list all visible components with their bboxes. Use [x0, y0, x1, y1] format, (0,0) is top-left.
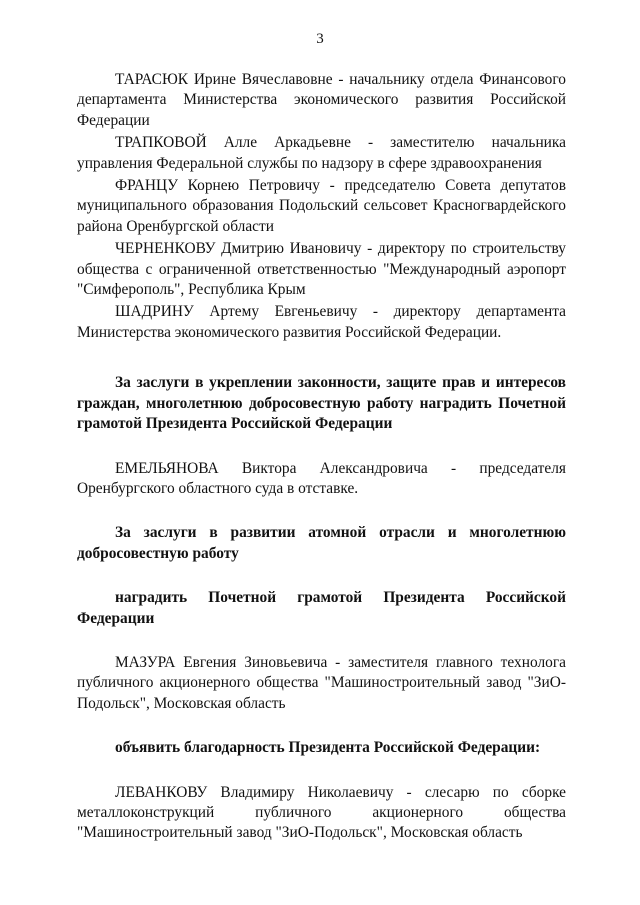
entry-frantsu: ФРАНЦУ Корнею Петровичу - председателю Совета депутатов муниципального образования Подольский сельсовет Красногвардейского района Оренбургской области	[77, 177, 566, 235]
entry-levankovu: ЛЕВАНКОВУ Владимиру Николаевичу - слесарю по сборке металлоконструкций публичного акционерного общества "Машиностроительный завод "ЗиО-Подольск", Московская область	[77, 783, 566, 842]
heading-legality-award: За заслуги в укреплении законности, защите прав и интересов граждан, многолетнюю добросовестную работу наградить Почетной грамотой Президента Российской Федерации	[77, 374, 566, 433]
heading-atomic-industry: За заслуги в развитии атомной отрасли и многолетнюю добросовестную работу	[77, 524, 566, 562]
entry-tarasyuk: ТАРАСЮК Ирине Вячеславовне - начальнику отдела Финансового департамента Министерства экономического развития Российской Федерации	[77, 71, 566, 129]
heading-gratitude: объявить благодарность Президента Российской Федерации:	[115, 739, 541, 757]
entry-emelyanova: ЕМЕЛЬЯНОВА Виктора Александровича - председателя Оренбургского областного суда в отставке.	[77, 459, 566, 497]
entry-shadrinu: ШАДРИНУ Артему Евгеньевичу - директору департамента Министерства экономического развития Российской Федерации.	[77, 303, 566, 341]
page-number: 3	[316, 31, 324, 47]
entry-trapkova: ТРАПКОВОЙ Алле Аркадьевне - заместителю начальника управления Федеральной службы по надзору в сфере здравоохранения	[77, 134, 566, 172]
entry-mazura: МАЗУРА Евгения Зиновьевича - заместителя главного технолога публичного акционерного общества "Машиностроительный завод "ЗиО-Подольск", Московская область	[77, 653, 566, 712]
heading-certificate-award: наградить Почетной грамотой Президента Российской Федерации	[77, 589, 566, 627]
document-body	[77, 70, 566, 844]
entry-chernenkovu: ЧЕРНЕНКОВУ Дмитрию Ивановичу - директору по строительству общества с ограниченной ответственностью "Международный аэропорт "Симферополь", Республика Крым	[77, 240, 566, 299]
